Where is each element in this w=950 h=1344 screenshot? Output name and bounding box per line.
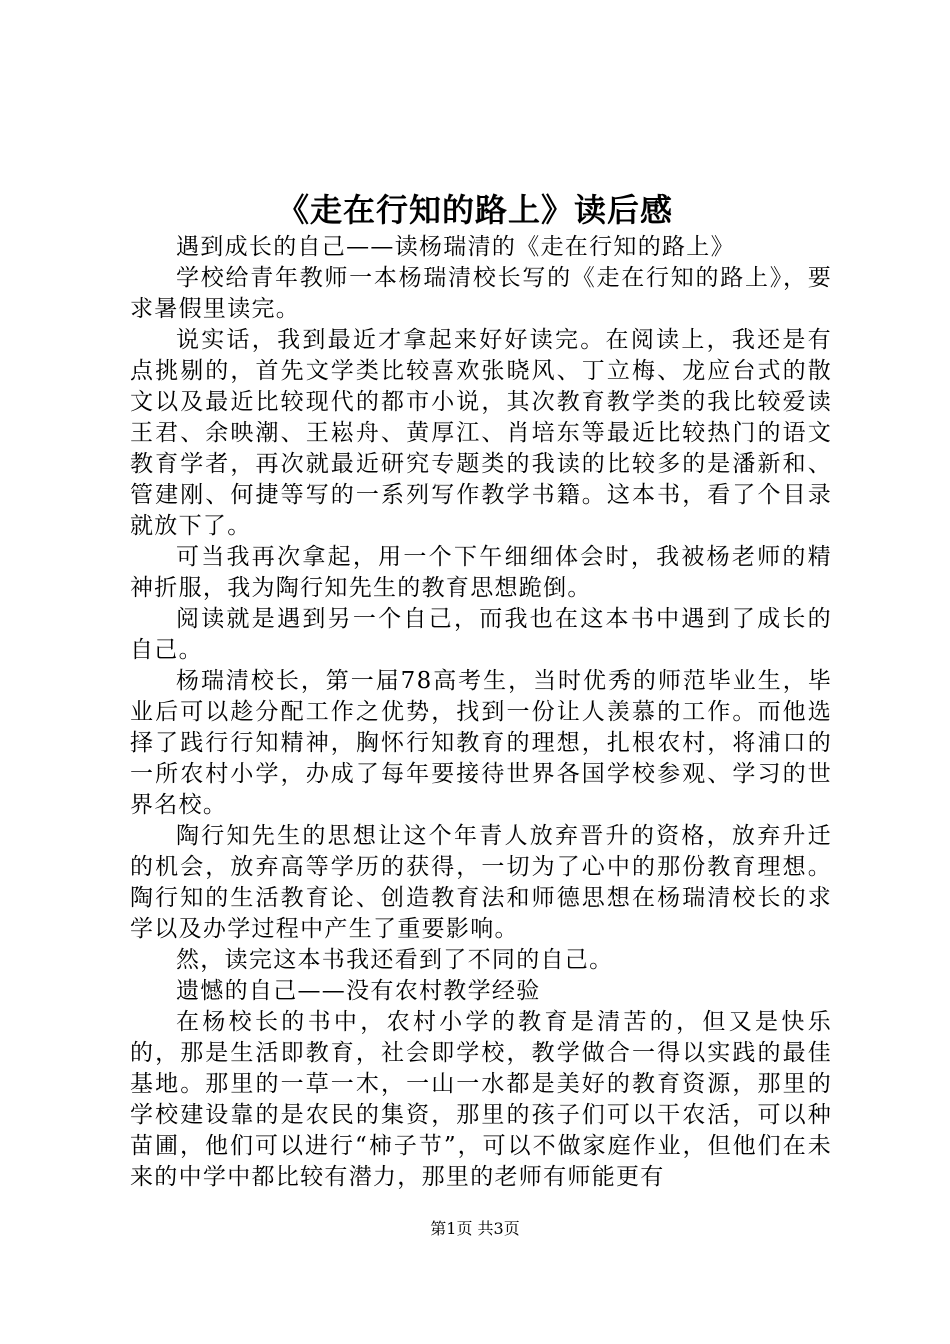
paragraph: 阅读就是遇到另一个自己，而我也在这本书中遇到了成长的自己。	[130, 606, 832, 663]
page-footer: 第1页 共3页	[430, 1219, 520, 1238]
document-title: 《走在行知的路上》读后感	[276, 191, 673, 229]
paragraph: 说实话，我到最近才拿起来好好读完。在阅读上，我还是有点挑剔的，首先文学类比较喜欢张晓风、丁立梅、龙应台式的散文以及最近比较现代的都市小说，其次教育教学类的我比较爱读王君、余映潮、王崧舟、黄厚江、肖培东等最近比较热门的语文教育学者，再次就最近研究专题类的我读的比较多的是潘新和、管建刚、何捷等写的一系列写作教学书籍。这本书，看了个目录就放下了。	[130, 327, 832, 539]
paragraph: 遇到成长的自己——读杨瑞清的《走在行知的路上》	[176, 234, 735, 260]
paragraph: 然，读完这本书我还看到了不同的自己。	[176, 947, 614, 973]
paragraph: 学校给青年教师一本杨瑞清校长写的《走在行知的路上》，要求暑假里读完。	[130, 265, 832, 322]
paragraph: 遗憾的自己——没有农村教学经验	[176, 978, 541, 1004]
paragraph: 在杨校长的书中，农村小学的教育是清苦的，但又是快乐的，那是生活即教育，社会即学校，教学做合一得以实践的最佳基地。那里的一草一木，一山一水都是美好的教育资源，那里的学校建设靠的是农民的集资，那里的孩子们可以干农活，可以种苗圃，他们可以进行“柿子节”，可以不做家庭作业，但他们在未来的中学中都比较有潜力，那里的老师有师能更有	[130, 1009, 832, 1190]
paragraph: 可当我再次拿起，用一个下午细细体会时，我被杨老师的精神折服，我为陶行知先生的教育思想跪倒。	[130, 544, 832, 601]
paragraph: 杨瑞清校长，第一届78高考生，当时优秀的师范毕业生，毕业后可以趁分配工作之优势，找到一份让人羡慕的工作。而他选择了践行行知精神，胸怀行知教育的理想，扎根农村，将浦口的一所农村小学，办成了每年要接待世界各国学校参观、学习的世界名校。	[130, 668, 832, 818]
document-body	[130, 232, 832, 1193]
paragraph: 陶行知先生的思想让这个年青人放弃晋升的资格，放弃升迁的机会，放弃高等学历的获得，一切为了心中的那份教育理想。陶行知的生活教育论、创造教育法和师德思想在杨瑞清校长的求学以及办学过程中产生了重要影响。	[130, 823, 832, 942]
